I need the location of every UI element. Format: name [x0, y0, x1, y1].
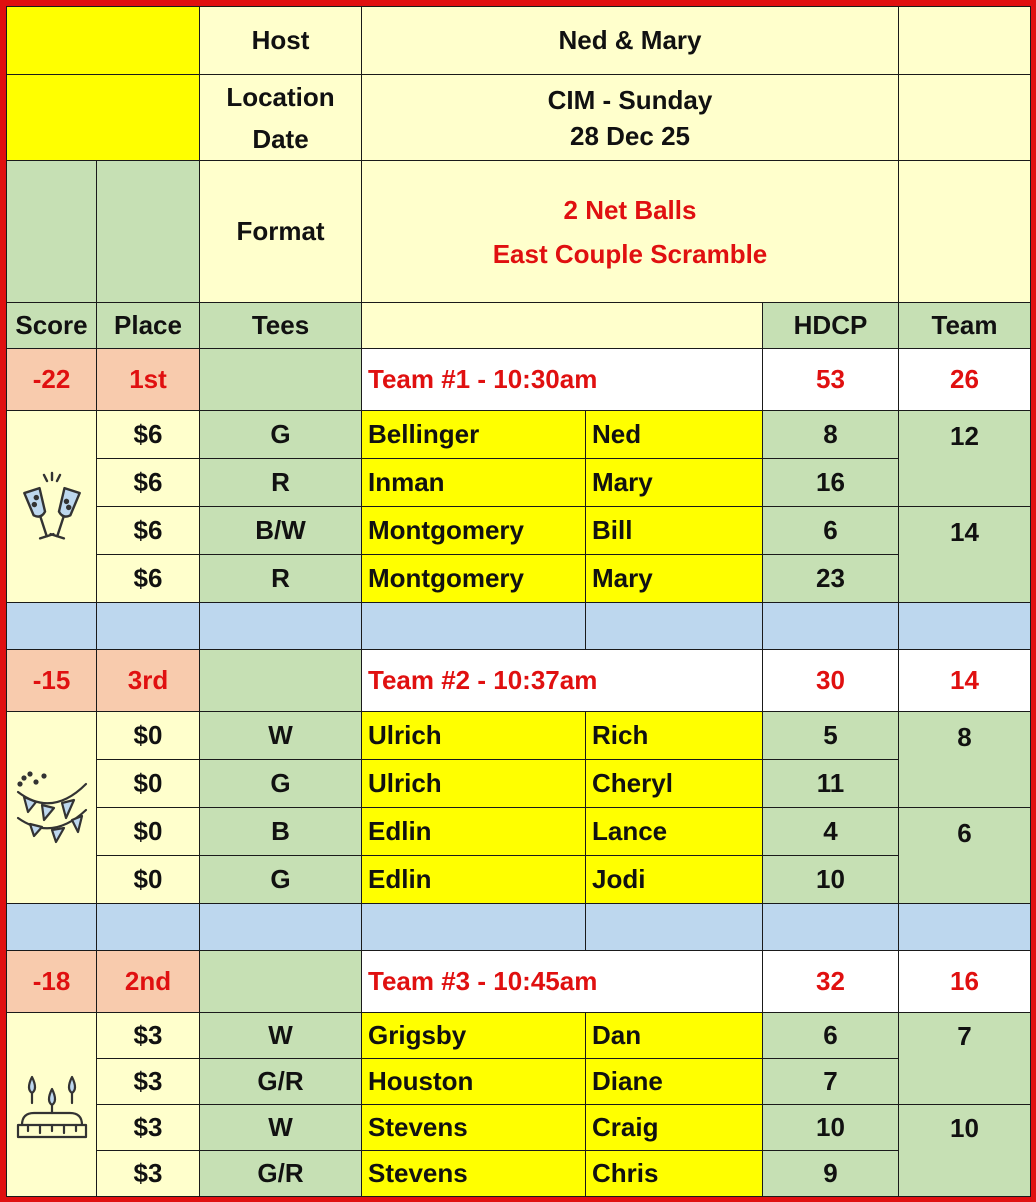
player-last-name[interactable]: Ulrich: [362, 712, 586, 760]
player-first-name[interactable]: Jodi: [586, 856, 763, 904]
player-first-name[interactable]: Ned: [586, 411, 763, 459]
player-first-name[interactable]: Mary: [586, 459, 763, 507]
spacer-cell: [97, 603, 200, 650]
format-value[interactable]: [362, 161, 899, 303]
player-prize[interactable]: $0: [97, 808, 200, 856]
col-score: Score: [7, 303, 97, 349]
team-2-score[interactable]: -15: [7, 650, 97, 712]
pair-total[interactable]: 12: [899, 411, 1031, 507]
player-prize[interactable]: $0: [97, 712, 200, 760]
player-last-name[interactable]: Montgomery: [362, 555, 586, 603]
spacer-cell: [763, 603, 899, 650]
player-tees[interactable]: R: [200, 459, 362, 507]
player-prize[interactable]: $3: [97, 1151, 200, 1197]
player-first-name[interactable]: Rich: [586, 712, 763, 760]
pair-total[interactable]: 8: [899, 712, 1031, 808]
player-tees[interactable]: W: [200, 712, 362, 760]
spacer-cell: [899, 904, 1031, 951]
col-team: Team: [899, 303, 1031, 349]
date-value: 28 Dec 25: [570, 120, 690, 151]
spacer-cell: [899, 603, 1031, 650]
format-line-2: East Couple Scramble: [492, 238, 768, 269]
format-place-blank: [97, 161, 200, 303]
player-tees[interactable]: W: [200, 1013, 362, 1059]
player-row: [7, 1105, 1031, 1151]
player-row: [7, 1013, 1031, 1059]
location-date-value[interactable]: [362, 75, 899, 161]
player-row: [7, 1059, 1031, 1105]
player-first-name[interactable]: Diane: [586, 1059, 763, 1105]
player-last-name[interactable]: Grigsby: [362, 1013, 586, 1059]
player-prize[interactable]: $0: [97, 856, 200, 904]
player-last-name[interactable]: Ulrich: [362, 760, 586, 808]
pair-total[interactable]: 6: [899, 808, 1031, 904]
player-hdcp[interactable]: 4: [763, 808, 899, 856]
player-first-name[interactable]: Lance: [586, 808, 763, 856]
player-hdcp[interactable]: 6: [763, 1013, 899, 1059]
player-tees[interactable]: G: [200, 760, 362, 808]
player-first-name[interactable]: Dan: [586, 1013, 763, 1059]
player-last-name[interactable]: Stevens: [362, 1151, 586, 1197]
team-1-label[interactable]: Team #1 - 10:30am: [362, 349, 763, 411]
player-last-name[interactable]: Montgomery: [362, 507, 586, 555]
team-3-hdcp[interactable]: 32: [763, 951, 899, 1013]
player-first-name[interactable]: Craig: [586, 1105, 763, 1151]
player-row: [7, 856, 1031, 904]
player-first-name[interactable]: Cheryl: [586, 760, 763, 808]
player-hdcp[interactable]: 11: [763, 760, 899, 808]
player-prize[interactable]: $6: [97, 507, 200, 555]
player-tees[interactable]: R: [200, 555, 362, 603]
team-3-score[interactable]: -18: [7, 951, 97, 1013]
pair-total[interactable]: 7: [899, 1013, 1031, 1105]
col-place: Place: [97, 303, 200, 349]
player-tees[interactable]: B: [200, 808, 362, 856]
host-value[interactable]: Ned & Mary: [362, 7, 899, 75]
team-1-tees-blank: [200, 349, 362, 411]
format-extra-cell: [899, 161, 1031, 303]
player-last-name[interactable]: Edlin: [362, 856, 586, 904]
player-last-name[interactable]: Inman: [362, 459, 586, 507]
header-blank-cell: [7, 7, 200, 75]
host-label: Host: [200, 7, 362, 75]
player-prize[interactable]: $0: [97, 760, 200, 808]
player-row: [7, 712, 1031, 760]
format-line-1: 2 Net Balls: [563, 194, 697, 225]
team-1-score[interactable]: -22: [7, 349, 97, 411]
player-last-name[interactable]: Stevens: [362, 1105, 586, 1151]
column-header-row: [7, 303, 1031, 349]
header-blank-cell: [7, 75, 200, 161]
col-names: [362, 303, 763, 349]
team-1-place[interactable]: 1st: [97, 349, 200, 411]
spacer-row: [7, 603, 1031, 650]
pair-total[interactable]: 14: [899, 507, 1031, 603]
team-1-hdcp[interactable]: 53: [763, 349, 899, 411]
location-extra-cell: [899, 75, 1031, 161]
scorecard-sheet: [6, 6, 1031, 1197]
pair-total[interactable]: 10: [899, 1105, 1031, 1197]
team-2-hdcp[interactable]: 30: [763, 650, 899, 712]
player-first-name[interactable]: Chris: [586, 1151, 763, 1197]
host-extra-cell: [899, 7, 1031, 75]
player-hdcp[interactable]: 8: [763, 411, 899, 459]
format-score-blank: [7, 161, 97, 303]
host-row: [7, 7, 1031, 75]
player-row: [7, 760, 1031, 808]
player-row: [7, 1151, 1031, 1197]
champagne-toast-icon: [14, 469, 90, 545]
player-tees[interactable]: W: [200, 1105, 362, 1151]
player-prize[interactable]: $3: [97, 1105, 200, 1151]
player-last-name[interactable]: Houston: [362, 1059, 586, 1105]
player-tees[interactable]: G: [200, 411, 362, 459]
team-3-total[interactable]: 16: [899, 951, 1031, 1013]
cake-candles-icon: [14, 1067, 90, 1143]
spacer-cell: [586, 904, 763, 951]
spacer-cell: [362, 603, 586, 650]
player-tees[interactable]: G/R: [200, 1059, 362, 1105]
player-hdcp[interactable]: 10: [763, 1105, 899, 1151]
player-hdcp[interactable]: 16: [763, 459, 899, 507]
player-hdcp[interactable]: 9: [763, 1151, 899, 1197]
team-1-icon-cell: [7, 411, 97, 603]
team-2-tees-blank: [200, 650, 362, 712]
spacer-cell: [97, 904, 200, 951]
player-hdcp[interactable]: 5: [763, 712, 899, 760]
team-3-label[interactable]: Team #3 - 10:45am: [362, 951, 763, 1013]
player-prize[interactable]: $3: [97, 1059, 200, 1105]
team-3-header-row: [7, 951, 1031, 1013]
team-1-header-row: [7, 349, 1031, 411]
location-row: [7, 75, 1031, 161]
team-2-header-row: [7, 650, 1031, 712]
spacer-cell: [7, 603, 97, 650]
location-label: Location: [226, 81, 335, 112]
team-2-place[interactable]: 3rd: [97, 650, 200, 712]
player-row: [7, 507, 1031, 555]
player-last-name[interactable]: Bellinger: [362, 411, 586, 459]
player-prize[interactable]: $6: [97, 411, 200, 459]
team-3-tees-blank: [200, 951, 362, 1013]
team-3-place[interactable]: 2nd: [97, 951, 200, 1013]
team-2-label[interactable]: Team #2 - 10:37am: [362, 650, 763, 712]
player-first-name[interactable]: Bill: [586, 507, 763, 555]
player-row: [7, 808, 1031, 856]
team-2-total[interactable]: 14: [899, 650, 1031, 712]
player-hdcp[interactable]: 10: [763, 856, 899, 904]
spacer-cell: [763, 904, 899, 951]
col-tees: Tees: [200, 303, 362, 349]
player-row: [7, 459, 1031, 507]
player-hdcp[interactable]: 23: [763, 555, 899, 603]
spacer-cell: [7, 904, 97, 951]
format-row: [7, 161, 1031, 303]
player-tees[interactable]: B/W: [200, 507, 362, 555]
team-3-icon-cell: [7, 1013, 97, 1197]
player-row: [7, 555, 1031, 603]
player-last-name[interactable]: Edlin: [362, 808, 586, 856]
location-value: CIM - Sunday: [547, 84, 713, 115]
team-2-icon-cell: [7, 712, 97, 904]
spacer-cell: [586, 603, 763, 650]
spacer-cell: [362, 904, 586, 951]
player-tees[interactable]: G/R: [200, 1151, 362, 1197]
team-1-total[interactable]: 26: [899, 349, 1031, 411]
format-label: Format: [200, 161, 362, 303]
player-row: [7, 411, 1031, 459]
spacer-cell: [200, 603, 362, 650]
player-first-name[interactable]: Mary: [586, 555, 763, 603]
player-hdcp[interactable]: 7: [763, 1059, 899, 1105]
player-hdcp[interactable]: 6: [763, 507, 899, 555]
col-hdcp: HDCP: [763, 303, 899, 349]
player-prize[interactable]: $3: [97, 1013, 200, 1059]
spacer-cell: [200, 904, 362, 951]
player-prize[interactable]: $6: [97, 459, 200, 507]
location-date-label: [200, 75, 362, 161]
player-prize[interactable]: $6: [97, 555, 200, 603]
player-tees[interactable]: G: [200, 856, 362, 904]
spacer-row: [7, 904, 1031, 951]
date-label: Date: [252, 123, 309, 154]
party-bunting-icon: [14, 770, 90, 846]
